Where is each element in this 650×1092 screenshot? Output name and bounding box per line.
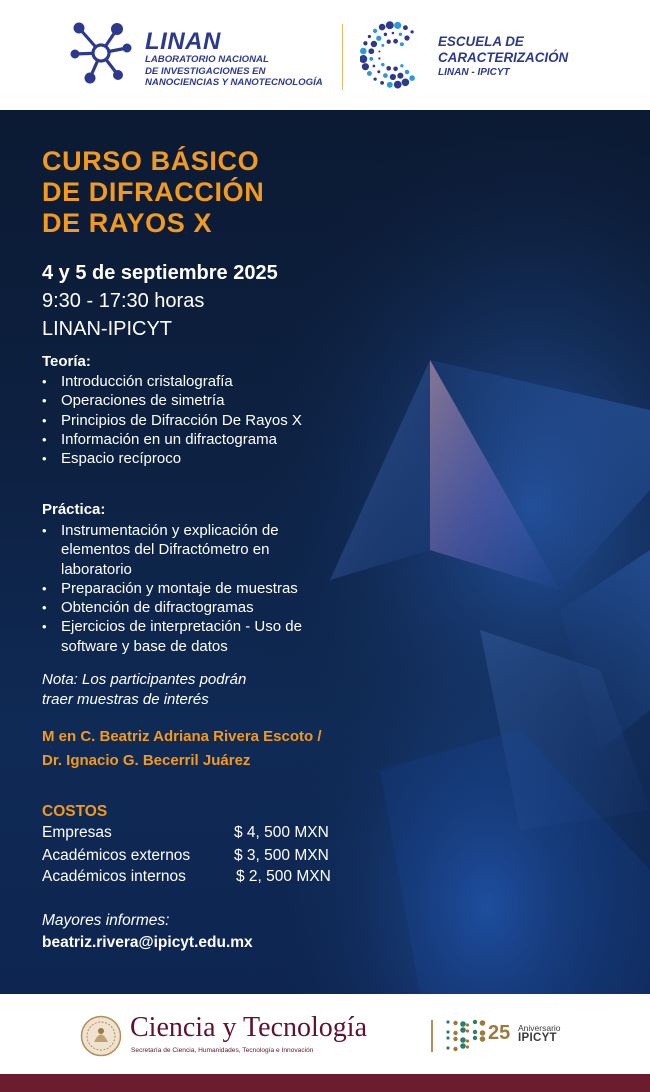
logo-dot (392, 32, 395, 35)
escuela-title-line: CARACTERIZACIÓN (438, 50, 569, 65)
anniversary-text: Aniversario (518, 1023, 561, 1033)
course-title (42, 146, 264, 239)
logo-dot (381, 44, 384, 47)
logo-dot (393, 67, 398, 72)
cost-label: Académicos internos (42, 868, 186, 885)
logo-dot (397, 73, 403, 79)
logo-dot (376, 36, 381, 41)
theory-heading: Teoría: (42, 353, 91, 370)
linan-subtitle-line: DE INVESTIGACIONES EN (145, 65, 266, 77)
mark-dot (460, 1037, 466, 1043)
logo-dot (394, 22, 401, 29)
escuela-subtitle: LINAN - IPICYT (438, 67, 510, 78)
logo-dot (368, 35, 371, 38)
logo-dot (380, 81, 384, 85)
instructor-line: Dr. Ignacio G. Becerril Juárez (42, 752, 251, 769)
note-line: Nota: Los participantes podrán (42, 671, 247, 688)
escuela-title (438, 34, 608, 66)
ciencia-tecnologia-title: Ciencia y Tecnología (130, 1012, 368, 1043)
instructor-line: M en C. Beatriz Adriana Rivera Escoto / (42, 728, 322, 745)
logo-dot (404, 35, 409, 40)
mark-dot (466, 1023, 469, 1026)
mark-dot (453, 1021, 457, 1025)
list-item: • Espacio recíproco (42, 449, 372, 468)
cost-row (42, 868, 362, 889)
logo-dot (368, 48, 374, 54)
logo-dot (371, 41, 377, 47)
linan-subtitle-line: NANOCIENCIAS Y NANOTECNOLOGÍA (145, 77, 323, 88)
logo-dot (387, 40, 391, 44)
bottom-bar (0, 1074, 650, 1092)
header (0, 0, 650, 110)
cost-value: $ 3, 500 MXN (234, 847, 329, 864)
course-title-line: CURSO BÁSICO (42, 146, 260, 176)
logo-dot (399, 33, 402, 36)
logo-dot (378, 57, 380, 59)
mark-dot (446, 1020, 449, 1023)
mark-dot (480, 1020, 486, 1026)
contact-heading: Mayores informes: (42, 912, 170, 929)
ipicyt-molecule-icon (444, 1018, 486, 1054)
logo-dot (403, 25, 408, 30)
list-item: • Preparación y montaje de muestras (42, 579, 342, 598)
logo-dot (394, 81, 402, 89)
logo-dot (386, 21, 394, 29)
logo-dot (362, 63, 369, 70)
course-poster (0, 110, 650, 994)
footer-divider (431, 1020, 433, 1052)
course-date: 4 y 5 de septiembre 2025 (42, 262, 278, 284)
cost-value: $ 4, 500 MXN (234, 824, 329, 841)
course-hours: 9:30 - 17:30 horas (42, 290, 205, 312)
mark-dot (473, 1036, 477, 1040)
mark-dot (446, 1036, 449, 1039)
participants-note (42, 670, 342, 709)
mark-dot (466, 1045, 469, 1048)
cost-row (42, 847, 362, 868)
mark-dot (446, 1046, 449, 1049)
logo-dot (373, 65, 376, 68)
logo-dot (383, 73, 388, 78)
instructors (42, 725, 322, 773)
list-item: • Instrumentación y explicación de elementos del Difractómetro en laboratorio (42, 521, 342, 579)
list-item: • Obtención de difractogramas (42, 598, 342, 617)
linan-molecule-icon (70, 20, 132, 84)
mark-dot (480, 1036, 486, 1042)
mark-dot (460, 1021, 466, 1027)
cost-value: $ 2, 500 MXN (236, 868, 331, 885)
linan-subtitle-line: LABORATORIO NACIONAL (145, 54, 269, 65)
logo-dot (363, 41, 367, 45)
logo-dot (386, 66, 391, 71)
list-item: • Información en un difractograma (42, 430, 372, 449)
logo-dot (360, 55, 367, 63)
escuela-title-line: ESCUELA DE (438, 34, 524, 49)
linan-title: LINAN (145, 28, 221, 55)
logo-dot (409, 75, 415, 81)
costs-heading: COSTOS (42, 803, 108, 820)
logo-dot (387, 82, 393, 88)
linan-subtitle (145, 54, 335, 89)
mark-dot (453, 1037, 457, 1041)
course-place: LINAN-IPICYT (42, 318, 173, 340)
mark-dot (466, 1039, 469, 1042)
mark-dot (460, 1027, 466, 1033)
logo-dot (377, 70, 380, 73)
logo-dot (405, 70, 409, 74)
list-item: • Operaciones de simetría (42, 391, 372, 410)
mark-dot (453, 1047, 457, 1051)
contact-email-link[interactable]: beatriz.rivera@ipicyt.edu.mx (42, 934, 253, 951)
course-title-line: DE DIFRACCIÓN (42, 177, 265, 207)
theory-list (42, 372, 372, 468)
logo-dot (369, 57, 373, 61)
anniversary-org: IPICYT (518, 1032, 557, 1044)
logo-dot (390, 74, 396, 80)
logo-dot (367, 71, 372, 76)
practice-list (42, 521, 342, 656)
cost-label: Empresas (42, 824, 112, 841)
logo-dot (378, 51, 380, 53)
course-title-line: DE RAYOS X (42, 208, 213, 238)
logo-dot (379, 24, 386, 31)
mark-dot (480, 1030, 486, 1036)
logo-dot (373, 77, 376, 80)
logo-dot (360, 48, 367, 55)
logo-dot (400, 64, 403, 67)
list-item: • Ejercicios de interpretación - Uso de software y base de datos (42, 617, 342, 656)
note-line: traer muestras de interés (42, 690, 209, 708)
list-item: • Introducción cristalografía (42, 372, 372, 391)
logo-dot (384, 33, 387, 36)
list-item: • Principios de Difracción De Rayos X (42, 411, 372, 430)
ciencia-tecnologia-subtitle: Secretaría de Ciencia, Humanidades, Tecnología e Innovación (131, 1047, 314, 1054)
logo-dot (410, 30, 413, 33)
logo-dot (393, 39, 398, 44)
practice-heading: Práctica: (42, 501, 106, 518)
cost-label: Académicos externos (42, 847, 191, 864)
logo-dot (381, 63, 385, 67)
logo-dot (400, 42, 404, 46)
anniversary-number: 25 (488, 1022, 511, 1044)
mark-dot (473, 1020, 477, 1024)
mark-dot (466, 1029, 469, 1032)
header-divider (342, 24, 343, 90)
escuela-dots-logo-icon (360, 20, 426, 90)
mark-dot (446, 1030, 449, 1033)
mexico-seal-icon (80, 1015, 122, 1057)
footer (0, 994, 650, 1074)
logo-dot (402, 78, 410, 86)
mark-dot (473, 1030, 477, 1034)
mark-dot (460, 1043, 466, 1049)
mark-dot (453, 1031, 457, 1035)
cost-row (42, 824, 362, 845)
logo-dot (373, 29, 377, 33)
